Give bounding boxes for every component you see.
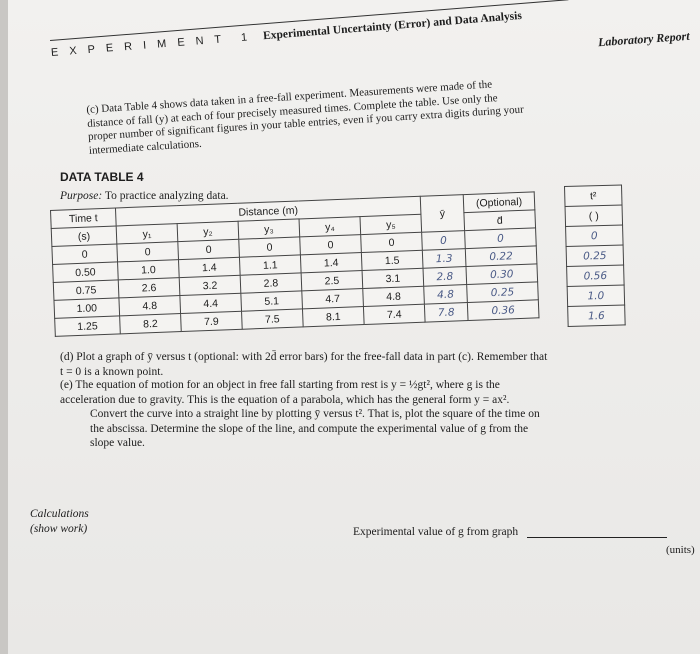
header-distance: Distance (m) [115,196,420,226]
cell-y4: 4.7 [302,289,364,309]
units-label: (units) [666,544,695,556]
experiment-label: E X P E R I M E N T [50,33,226,59]
header-y2: y₂ [177,221,239,241]
experiment-title: Experimental Uncertainty (Error) and Data Analysis [262,9,523,43]
t2-cell: 1.6 [568,305,626,326]
cell-y5: 0 [361,232,423,252]
cell-ybar: 4.8 [424,285,468,305]
t2-cell: 0 [566,225,624,246]
t2-cell: 0.25 [566,245,624,266]
cell-t: 0 [52,244,118,264]
cell-y3: 7.5 [242,309,304,329]
t2-unit: ( ) [565,205,623,226]
cell-y5: 1.5 [361,250,423,270]
answer-blank[interactable] [527,537,667,538]
purpose-label: Purpose: [60,190,103,202]
cell-y3: 5.1 [241,291,303,311]
cell-y2: 0 [178,239,240,259]
experiment-header [50,0,570,61]
cell-y1: 1.0 [118,260,180,280]
cell-t: 0.50 [53,262,119,282]
cell-y1: 0 [117,242,179,262]
data-table-4 [50,191,540,337]
part-e [60,378,550,451]
cell-ybar: 0 [422,231,466,251]
show-work-note: (show work) [30,523,88,535]
cell-y4: 8.1 [302,307,364,327]
cell-ybar: 2.8 [423,267,467,287]
cell-y3: 1.1 [239,255,301,275]
header-y1: y₁ [116,224,178,244]
answer-label: Experimental value of g from graph [353,526,519,538]
header-time: Time t [51,208,117,228]
part-e-text-1: (e) The equation of motion for an object in free fall starting from rest is y = ½gt², where g is the acceleration due to gravity. This is the equation of a parabola, which has the general form y = ax². [60,379,510,406]
cell-dbar: 0.25 [467,282,539,303]
cell-ybar: 7.8 [424,303,468,323]
part-e-text-2: Convert the curve into a straight line by plotting ȳ versus t². That is, plot the square of the time on the abscissa. Determine the slope of the line, and compute the experimental value of g from the slope value. [90,408,540,449]
table-purpose [60,190,229,202]
calculations-title: Calculations [30,508,89,520]
header-y4: y₄ [299,217,361,237]
table-title: DATA TABLE 4 [60,170,144,184]
cell-y4: 2.5 [301,271,363,291]
worksheet-page [8,0,700,654]
t2-cell: 1.0 [567,285,625,306]
header-y5: y₅ [360,214,422,234]
header-optional: (Optional) [463,192,535,213]
cell-y5: 7.4 [363,304,425,324]
cell-dbar: 0.36 [467,300,539,321]
calculations-label [30,507,89,537]
t2-cell: 0.56 [567,265,625,286]
cell-dbar: 0.22 [465,246,537,267]
laboratory-report-label: Laboratory Report [597,28,691,50]
part-c-text: (c) Data Table 4 shows data taken in a free-fall experiment. Measurements were made of the distance of fall (y) at each of four precisely measured times. Complete the table. Use only the proper number of significant figures in your table entries, even if you carry extra digits during your intermediate calculations. [86,78,525,157]
t-squared-column [564,184,626,326]
cell-y4: 1.4 [300,253,362,273]
cell-y2: 7.9 [181,311,243,331]
cell-y2: 3.2 [179,275,241,295]
header-time-unit: (s) [51,226,117,246]
cell-y5: 3.1 [362,268,424,288]
cell-y2: 1.4 [178,257,240,277]
cell-y3: 0 [239,237,301,257]
header-dbar: d̄ [464,210,536,231]
cell-y1: 2.6 [118,278,180,298]
cell-t: 1.00 [54,298,120,318]
cell-dbar: 0.30 [466,264,538,285]
cell-y4: 0 [300,235,362,255]
header-y3: y₃ [238,219,300,239]
cell-y2: 4.4 [180,293,242,313]
purpose-text: To practice analyzing data. [104,190,229,202]
cell-ybar: 1.3 [422,249,466,269]
cell-y5: 4.8 [363,286,425,306]
cell-t: 1.25 [55,316,121,336]
answer-field [353,526,667,538]
t2-header: t² [565,185,623,206]
cell-t: 0.75 [53,280,119,300]
cell-dbar: 0 [465,228,537,249]
part-d-text: (d) Plot a graph of ȳ versus t (optional: with 2d̄ error bars) for the free-fall data in part (c). Remember that t = 0 is a known point. [60,351,548,378]
experiment-number: 1 [240,31,248,44]
header-ybar: ȳ [420,195,464,233]
cell-y1: 8.2 [120,314,182,334]
cell-y3: 2.8 [240,273,302,293]
cell-y1: 4.8 [119,296,181,316]
